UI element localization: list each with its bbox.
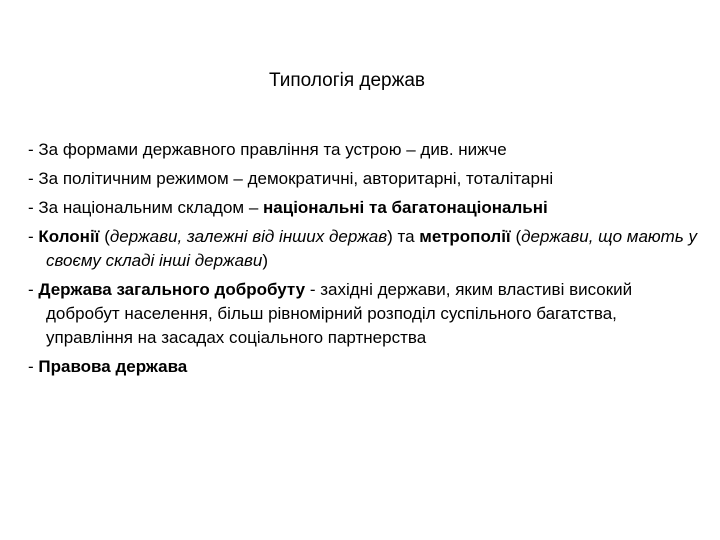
item-bold-metropolies: метрополії <box>419 227 511 246</box>
list-item-colonies <box>28 225 700 273</box>
item-paren-close: ) <box>262 251 269 270</box>
item-italic-metropolies-def: держави, що мають у своєму складі інші держави <box>46 227 698 270</box>
item-italic-colonies-def: держави, залежні від інших держав <box>109 227 388 246</box>
item-paren-open: ( <box>99 227 110 246</box>
list-item-forms <box>28 138 700 162</box>
list-item-national <box>28 196 700 220</box>
item-bold-text: національні та багатонаціональні <box>263 198 548 217</box>
item-dash: - <box>28 357 39 376</box>
item-dash: - <box>28 227 39 246</box>
list-item-regime <box>28 167 700 191</box>
list-item-rule-of-law <box>28 355 700 379</box>
bullet-list <box>28 138 700 384</box>
item-text: - За політичним режимом – демократичні, авторитарні, тоталітарні <box>28 169 554 188</box>
item-text: - За національним складом – <box>28 198 264 217</box>
item-dash: - <box>28 280 39 299</box>
item-bold-colonies: Колонії <box>38 227 100 246</box>
list-item-welfare-state <box>28 278 700 350</box>
item-text: - За формами державного правління та устрою – див. нижче <box>28 140 507 159</box>
item-bold-welfare: Держава загального добробуту <box>38 280 306 299</box>
slide-title: Типологія держав <box>269 70 425 91</box>
item-text: - західні держави, яким властиві високий добробут населення, більш рівномірний розподіл суспільного багатства, управління на засадах соціального партнерства <box>46 280 633 347</box>
item-paren-open: ( <box>510 227 522 246</box>
item-bold-rule-of-law: Правова держава <box>38 357 188 376</box>
item-paren-close: ) та <box>387 227 420 246</box>
